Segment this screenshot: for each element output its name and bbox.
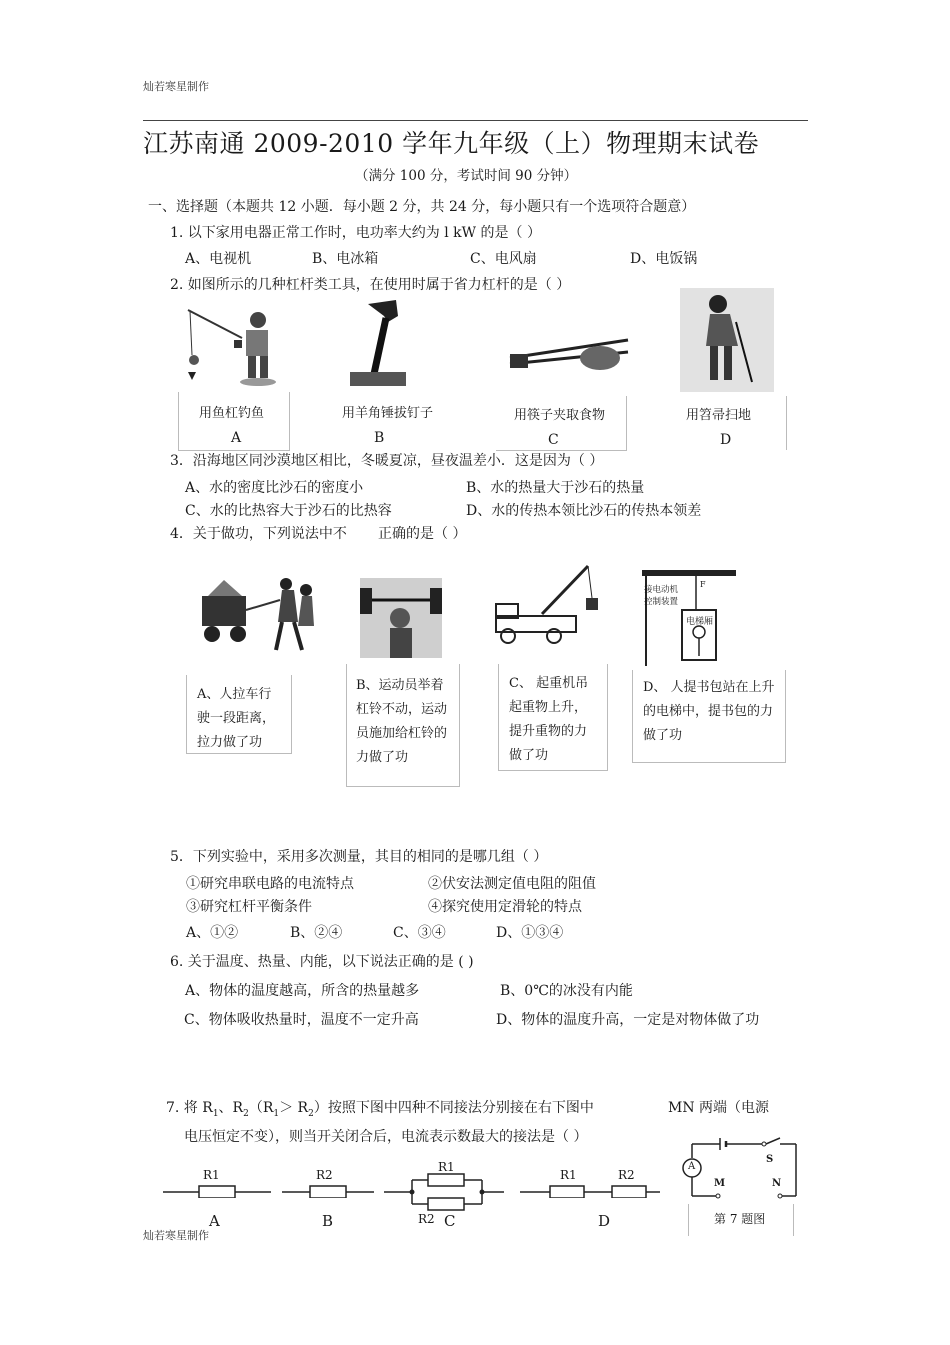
q2-letter-d: D — [720, 432, 732, 448]
page-title: 江苏南通 2009-2010 学年九年级（上）物理期末试卷 — [143, 129, 760, 158]
series-resistors-icon — [520, 1168, 660, 1198]
q4-figure-b — [346, 664, 460, 787]
ammeter-icon: A — [688, 1161, 696, 1172]
q5-item-1: ①研究串联电路的电流特点 — [186, 876, 354, 892]
q2-letter-b: B — [374, 430, 385, 446]
broom-icon — [680, 288, 774, 392]
q5-stem: 5．下列实验中，采用多次测量，其目的相同的是哪几组（ ） — [170, 849, 548, 865]
q4-stem-part2: 正确的是（ ） — [378, 526, 467, 542]
q7-line1 — [166, 1097, 594, 1119]
q6-option-c: C、物体吸收热量时，温度不一定升高 — [184, 1012, 419, 1028]
figure-caption-frame — [688, 1204, 794, 1236]
q6-option-b: B、0℃的冰没有内能 — [500, 983, 633, 999]
circuit-c-r1: R1 — [438, 1160, 455, 1174]
chopsticks-icon — [508, 330, 634, 380]
q2-stem: 2. 如图所示的几种杠杆类工具，在使用时属于省力杠杆的是（ ） — [170, 277, 571, 293]
q2-caption-a: 用鱼杠钓鱼 — [199, 406, 265, 421]
crane-truck-icon — [492, 558, 604, 648]
q7-line1-end: MN 两端（电源 — [668, 1100, 770, 1116]
q5-option-c: C、③④ — [393, 925, 446, 941]
q4-figure-c — [498, 664, 608, 771]
footer-note: 灿若寒星制作 — [143, 1229, 209, 1242]
q4-text-d: D、 人提书包站在上升的电梯中，提书包的力做了功 — [643, 680, 775, 743]
elevator-icon — [642, 570, 736, 666]
page-subtitle: （满分 100 分，考试时间 90 分钟） — [355, 168, 578, 184]
q7-sub-1: 1 — [212, 1108, 219, 1119]
circuit-d — [520, 1168, 660, 1234]
q5-option-d: D、①③④ — [496, 925, 564, 941]
q2-letter-a: A — [231, 430, 242, 446]
header-note: 灿若寒星制作 — [143, 80, 209, 93]
section-heading: 一、选择题（本题共 12 小题．每小题 2 分，共 24 分，每小题只有一个选项符合题意） — [148, 199, 696, 215]
switch-label: S — [766, 1154, 774, 1165]
q7-text-2: 、R — [218, 1100, 244, 1116]
q7-text-1: 7. 将 R — [166, 1100, 213, 1116]
q7-circuit-figure — [680, 1136, 800, 1240]
circuit-b — [282, 1168, 374, 1234]
q2-figure-d — [676, 396, 787, 450]
q7-text-3: （R — [248, 1100, 274, 1116]
circuit-c — [384, 1160, 504, 1234]
circuit-diagram-icon — [680, 1136, 800, 1206]
q1-stem: 1. 以下家用电器正常工作时，电功率大约为 l kW 的是（ ） — [170, 225, 541, 241]
circuit-a-letter: A — [209, 1212, 220, 1230]
q2-caption-d: 用笤帚扫地 — [686, 408, 752, 423]
header-rule — [143, 120, 808, 121]
q2-figure-b — [326, 392, 438, 450]
q7-sub-4: 2 — [308, 1108, 314, 1119]
circuit-a-r1: R1 — [203, 1168, 220, 1182]
circuit-c-letter: C — [444, 1212, 456, 1230]
q3-option-a: A、水的密度比沙石的密度小 — [185, 480, 364, 496]
q4-text-c: C、 起重机吊起重物上升，提升重物的力做了功 — [509, 676, 589, 763]
q1-option-a: A、电视机 — [185, 251, 252, 267]
circuit-b-letter: B — [322, 1212, 334, 1230]
q7-text-4: ＞ R — [279, 1100, 309, 1116]
q2-letter-c: C — [548, 432, 559, 448]
q2-figure-a — [178, 392, 290, 451]
elevator-motor-label: 接电动机控制装置 — [644, 585, 679, 607]
claw-hammer-icon — [348, 296, 408, 388]
q7-sub-2: 2 — [243, 1108, 249, 1119]
q3-option-d: D、水的传热本领比沙石的传热本领差 — [466, 503, 702, 519]
fishing-rod-icon — [180, 300, 280, 392]
q3-option-c: C、水的比热容大于沙石的比热容 — [185, 503, 392, 519]
q2-caption-b: 用羊角锤拔钉子 — [342, 406, 434, 421]
q4-text-a: A、人拉车行驶一段距离，拉力做了功 — [197, 687, 276, 750]
q4-stem-part1: 4．关于做功，下列说法中不 — [170, 526, 347, 542]
q2-caption-c: 用筷子夹取食物 — [514, 408, 606, 423]
circuit-c-r2: R2 — [418, 1212, 435, 1226]
q5-option-b: B、②④ — [290, 925, 343, 941]
q5-item-3: ③研究杠杆平衡条件 — [186, 899, 312, 915]
q7-figure-caption: 第 7 题图 — [714, 1212, 766, 1226]
q1-option-b: B、电冰箱 — [312, 251, 379, 267]
q7-text-5: ）按照下图中四种不同接法分别接在右下图中 — [313, 1100, 594, 1116]
circuit-d-letter: D — [598, 1212, 611, 1230]
q4-figure-a — [186, 675, 292, 754]
q5-option-a: A、①② — [186, 925, 239, 941]
q4-text-b: B、运动员举着杠铃不动，运动员施加给杠铃的力做了功 — [356, 678, 448, 765]
q1-option-d: D、电饭锅 — [630, 251, 698, 267]
terminal-n-label: N — [772, 1178, 782, 1189]
q1-option-c: C、电风扇 — [470, 251, 537, 267]
weightlifter-icon — [360, 578, 442, 658]
force-f-label: F — [700, 580, 706, 589]
q7-line2: 电压恒定不变），则当开关闭合后，电流表示数最大的接法是（ ） — [184, 1129, 588, 1145]
circuit-a — [163, 1168, 271, 1234]
circuit-d-r2: R2 — [618, 1168, 635, 1182]
q2-figure-c — [496, 396, 627, 451]
q5-item-4: ④探究使用定滑轮的特点 — [428, 899, 582, 915]
q3-stem: 3．沿海地区同沙漠地区相比，冬暖夏凉，昼夜温差小．这是因为（ ） — [170, 453, 604, 469]
q6-stem: 6. 关于温度、热量、内能，以下说法正确的是 ( ) — [170, 954, 474, 970]
q6-option-a: A、物体的温度越高，所含的热量越多 — [185, 983, 420, 999]
elevator-car-label: 电梯厢 — [686, 617, 714, 627]
circuit-b-r2: R2 — [316, 1168, 333, 1182]
q6-option-d: D、物体的温度升高，一定是对物体做了功 — [496, 1012, 760, 1028]
terminal-m-label: M — [714, 1178, 726, 1189]
circuit-d-r1: R1 — [560, 1168, 577, 1182]
q3-option-b: B、水的热量大于沙石的热量 — [466, 480, 645, 496]
cart-pulling-icon — [198, 570, 318, 656]
q7-sub-3: 1 — [273, 1108, 280, 1119]
q5-item-2: ②伏安法测定值电阻的阻值 — [428, 876, 596, 892]
q4-figure-d — [632, 670, 786, 763]
